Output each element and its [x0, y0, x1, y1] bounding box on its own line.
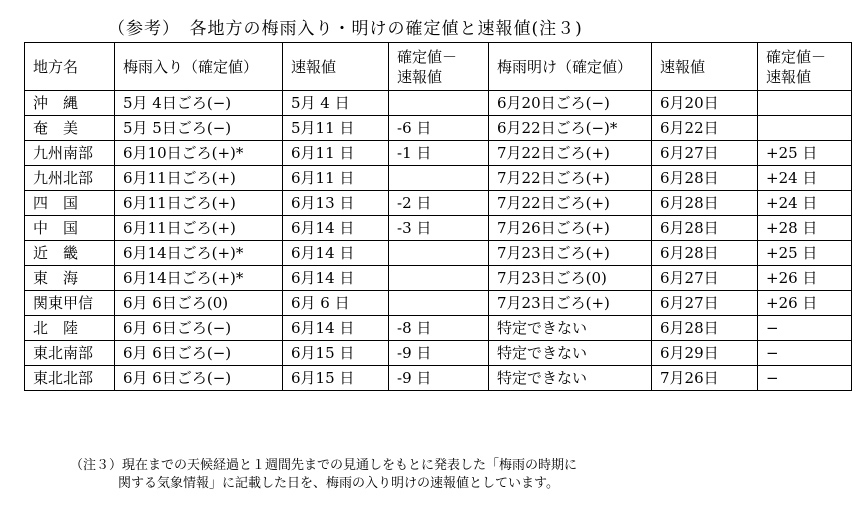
- column-header: 梅雨入り（確定値）: [115, 43, 283, 91]
- table-cell: 6月14日ごろ(+)*: [115, 241, 283, 266]
- table-cell: -6 日: [389, 116, 489, 141]
- table-cell: [389, 166, 489, 191]
- table-row: [25, 316, 852, 341]
- table-cell: +28 日: [758, 216, 852, 241]
- table-cell: 6月11 日: [283, 141, 389, 166]
- column-header: 確定値－ 速報値: [758, 43, 852, 91]
- table-cell: 6月14日ごろ(+)*: [115, 266, 283, 291]
- table-cell: 6月14 日: [283, 216, 389, 241]
- table-cell: 7月26日ごろ(+): [489, 216, 652, 241]
- table-cell: +24 日: [758, 191, 852, 216]
- table-cell: 6月14 日: [283, 241, 389, 266]
- region-name-cell: 沖 縄: [25, 91, 115, 116]
- table-cell: -8 日: [389, 316, 489, 341]
- region-name-cell: 九州北部: [25, 166, 115, 191]
- table-cell: 5月 4日ごろ(−): [115, 91, 283, 116]
- region-name-cell: 東 海: [25, 266, 115, 291]
- table-cell: 6月13 日: [283, 191, 389, 216]
- table-cell: -9 日: [389, 341, 489, 366]
- column-header: 地方名: [25, 43, 115, 91]
- region-name-cell: 東北南部: [25, 341, 115, 366]
- region-name-cell: 近 畿: [25, 241, 115, 266]
- table-cell: 6月27日: [652, 266, 758, 291]
- table-row: [25, 166, 852, 191]
- region-name-cell: 東北北部: [25, 366, 115, 391]
- table-cell: 6月 6 日: [283, 291, 389, 316]
- table-cell: [389, 266, 489, 291]
- table-cell: 7月23日ごろ(+): [489, 291, 652, 316]
- table-cell: 6月22日: [652, 116, 758, 141]
- table-row: [25, 141, 852, 166]
- table-cell: 7月22日ごろ(+): [489, 191, 652, 216]
- footnote-line-2: 関する気象情報」に記載した日を、梅雨の入り明けの速報値としています。: [118, 476, 559, 491]
- column-header: 速報値: [652, 43, 758, 91]
- table-cell: 6月22日ごろ(−)*: [489, 116, 652, 141]
- footnote-line-1: （注３）現在までの天候経過と１週間先までの見通しをもとに発表した「梅雨の時期に: [70, 458, 578, 473]
- table-cell: 6月 6日ごろ(−): [115, 341, 283, 366]
- table-cell: [389, 291, 489, 316]
- table-cell: 6月14 日: [283, 266, 389, 291]
- table-cell: 6月11日ごろ(+): [115, 166, 283, 191]
- table-cell: 6月28日: [652, 191, 758, 216]
- table-cell: 5月11 日: [283, 116, 389, 141]
- table-cell: 6月20日: [652, 91, 758, 116]
- table-cell: 6月15 日: [283, 366, 389, 391]
- table-row: [25, 91, 852, 116]
- table-cell: [389, 241, 489, 266]
- table-cell: 6月 6日ごろ(−): [115, 316, 283, 341]
- region-name-cell: 北 陸: [25, 316, 115, 341]
- rainy-season-table: [24, 42, 852, 391]
- table-cell: 特定できない: [489, 341, 652, 366]
- table-cell: [389, 91, 489, 116]
- table-cell: -1 日: [389, 141, 489, 166]
- table-cell: 6月11日ごろ(+): [115, 216, 283, 241]
- table-cell: −: [758, 341, 852, 366]
- table-cell: 6月28日: [652, 166, 758, 191]
- table-row: [25, 191, 852, 216]
- table-cell: 6月28日: [652, 216, 758, 241]
- table-cell: +26 日: [758, 291, 852, 316]
- table-cell: 6月27日: [652, 291, 758, 316]
- table-cell: 6月 6日ごろ(−): [115, 366, 283, 391]
- table-cell: 6月11日ごろ(+): [115, 191, 283, 216]
- table-cell: 6月 6日ごろ(0): [115, 291, 283, 316]
- table-cell: 6月28日: [652, 316, 758, 341]
- table-cell: -3 日: [389, 216, 489, 241]
- table-cell: 6月27日: [652, 141, 758, 166]
- table-cell: [758, 91, 852, 116]
- table-cell: 6月28日: [652, 241, 758, 266]
- table-cell: 特定できない: [489, 316, 652, 341]
- table-cell: +25 日: [758, 141, 852, 166]
- table-row: [25, 241, 852, 266]
- table-cell: +24 日: [758, 166, 852, 191]
- table-cell: −: [758, 316, 852, 341]
- region-name-cell: 四 国: [25, 191, 115, 216]
- region-name-cell: 奄 美: [25, 116, 115, 141]
- page-title: （参考） 各地方の梅雨入り・明けの確定値と速報値(注３): [108, 19, 583, 39]
- table-cell: 7月22日ごろ(+): [489, 166, 652, 191]
- table-row: [25, 216, 852, 241]
- table-cell: -2 日: [389, 191, 489, 216]
- table-cell: 6月29日: [652, 341, 758, 366]
- header-row: [25, 43, 852, 91]
- table-cell: 6月20日ごろ(−): [489, 91, 652, 116]
- column-header: 梅雨明け（確定値）: [489, 43, 652, 91]
- table-cell: 6月10日ごろ(+)*: [115, 141, 283, 166]
- table-cell: 6月15 日: [283, 341, 389, 366]
- table-row: [25, 291, 852, 316]
- table-cell: 特定できない: [489, 366, 652, 391]
- region-name-cell: 中 国: [25, 216, 115, 241]
- region-name-cell: 九州南部: [25, 141, 115, 166]
- table-row: [25, 366, 852, 391]
- region-name-cell: 関東甲信: [25, 291, 115, 316]
- table-cell: 5月 5日ごろ(−): [115, 116, 283, 141]
- footnote: [70, 457, 577, 493]
- table-cell: 7月26日: [652, 366, 758, 391]
- table-cell: -9 日: [389, 366, 489, 391]
- table-cell: 6月11 日: [283, 166, 389, 191]
- table-row: [25, 341, 852, 366]
- table-cell: 7月22日ごろ(+): [489, 141, 652, 166]
- table-cell: +25 日: [758, 241, 852, 266]
- table-cell: [758, 116, 852, 141]
- table-row: [25, 116, 852, 141]
- table-cell: 5月 4 日: [283, 91, 389, 116]
- table-row: [25, 266, 852, 291]
- column-header: 速報値: [283, 43, 389, 91]
- table-cell: −: [758, 366, 852, 391]
- table-cell: 7月23日ごろ(+): [489, 241, 652, 266]
- table-cell: 6月14 日: [283, 316, 389, 341]
- column-header: 確定値－ 速報値: [389, 43, 489, 91]
- table-cell: 7月23日ごろ(0): [489, 266, 652, 291]
- table-cell: +26 日: [758, 266, 852, 291]
